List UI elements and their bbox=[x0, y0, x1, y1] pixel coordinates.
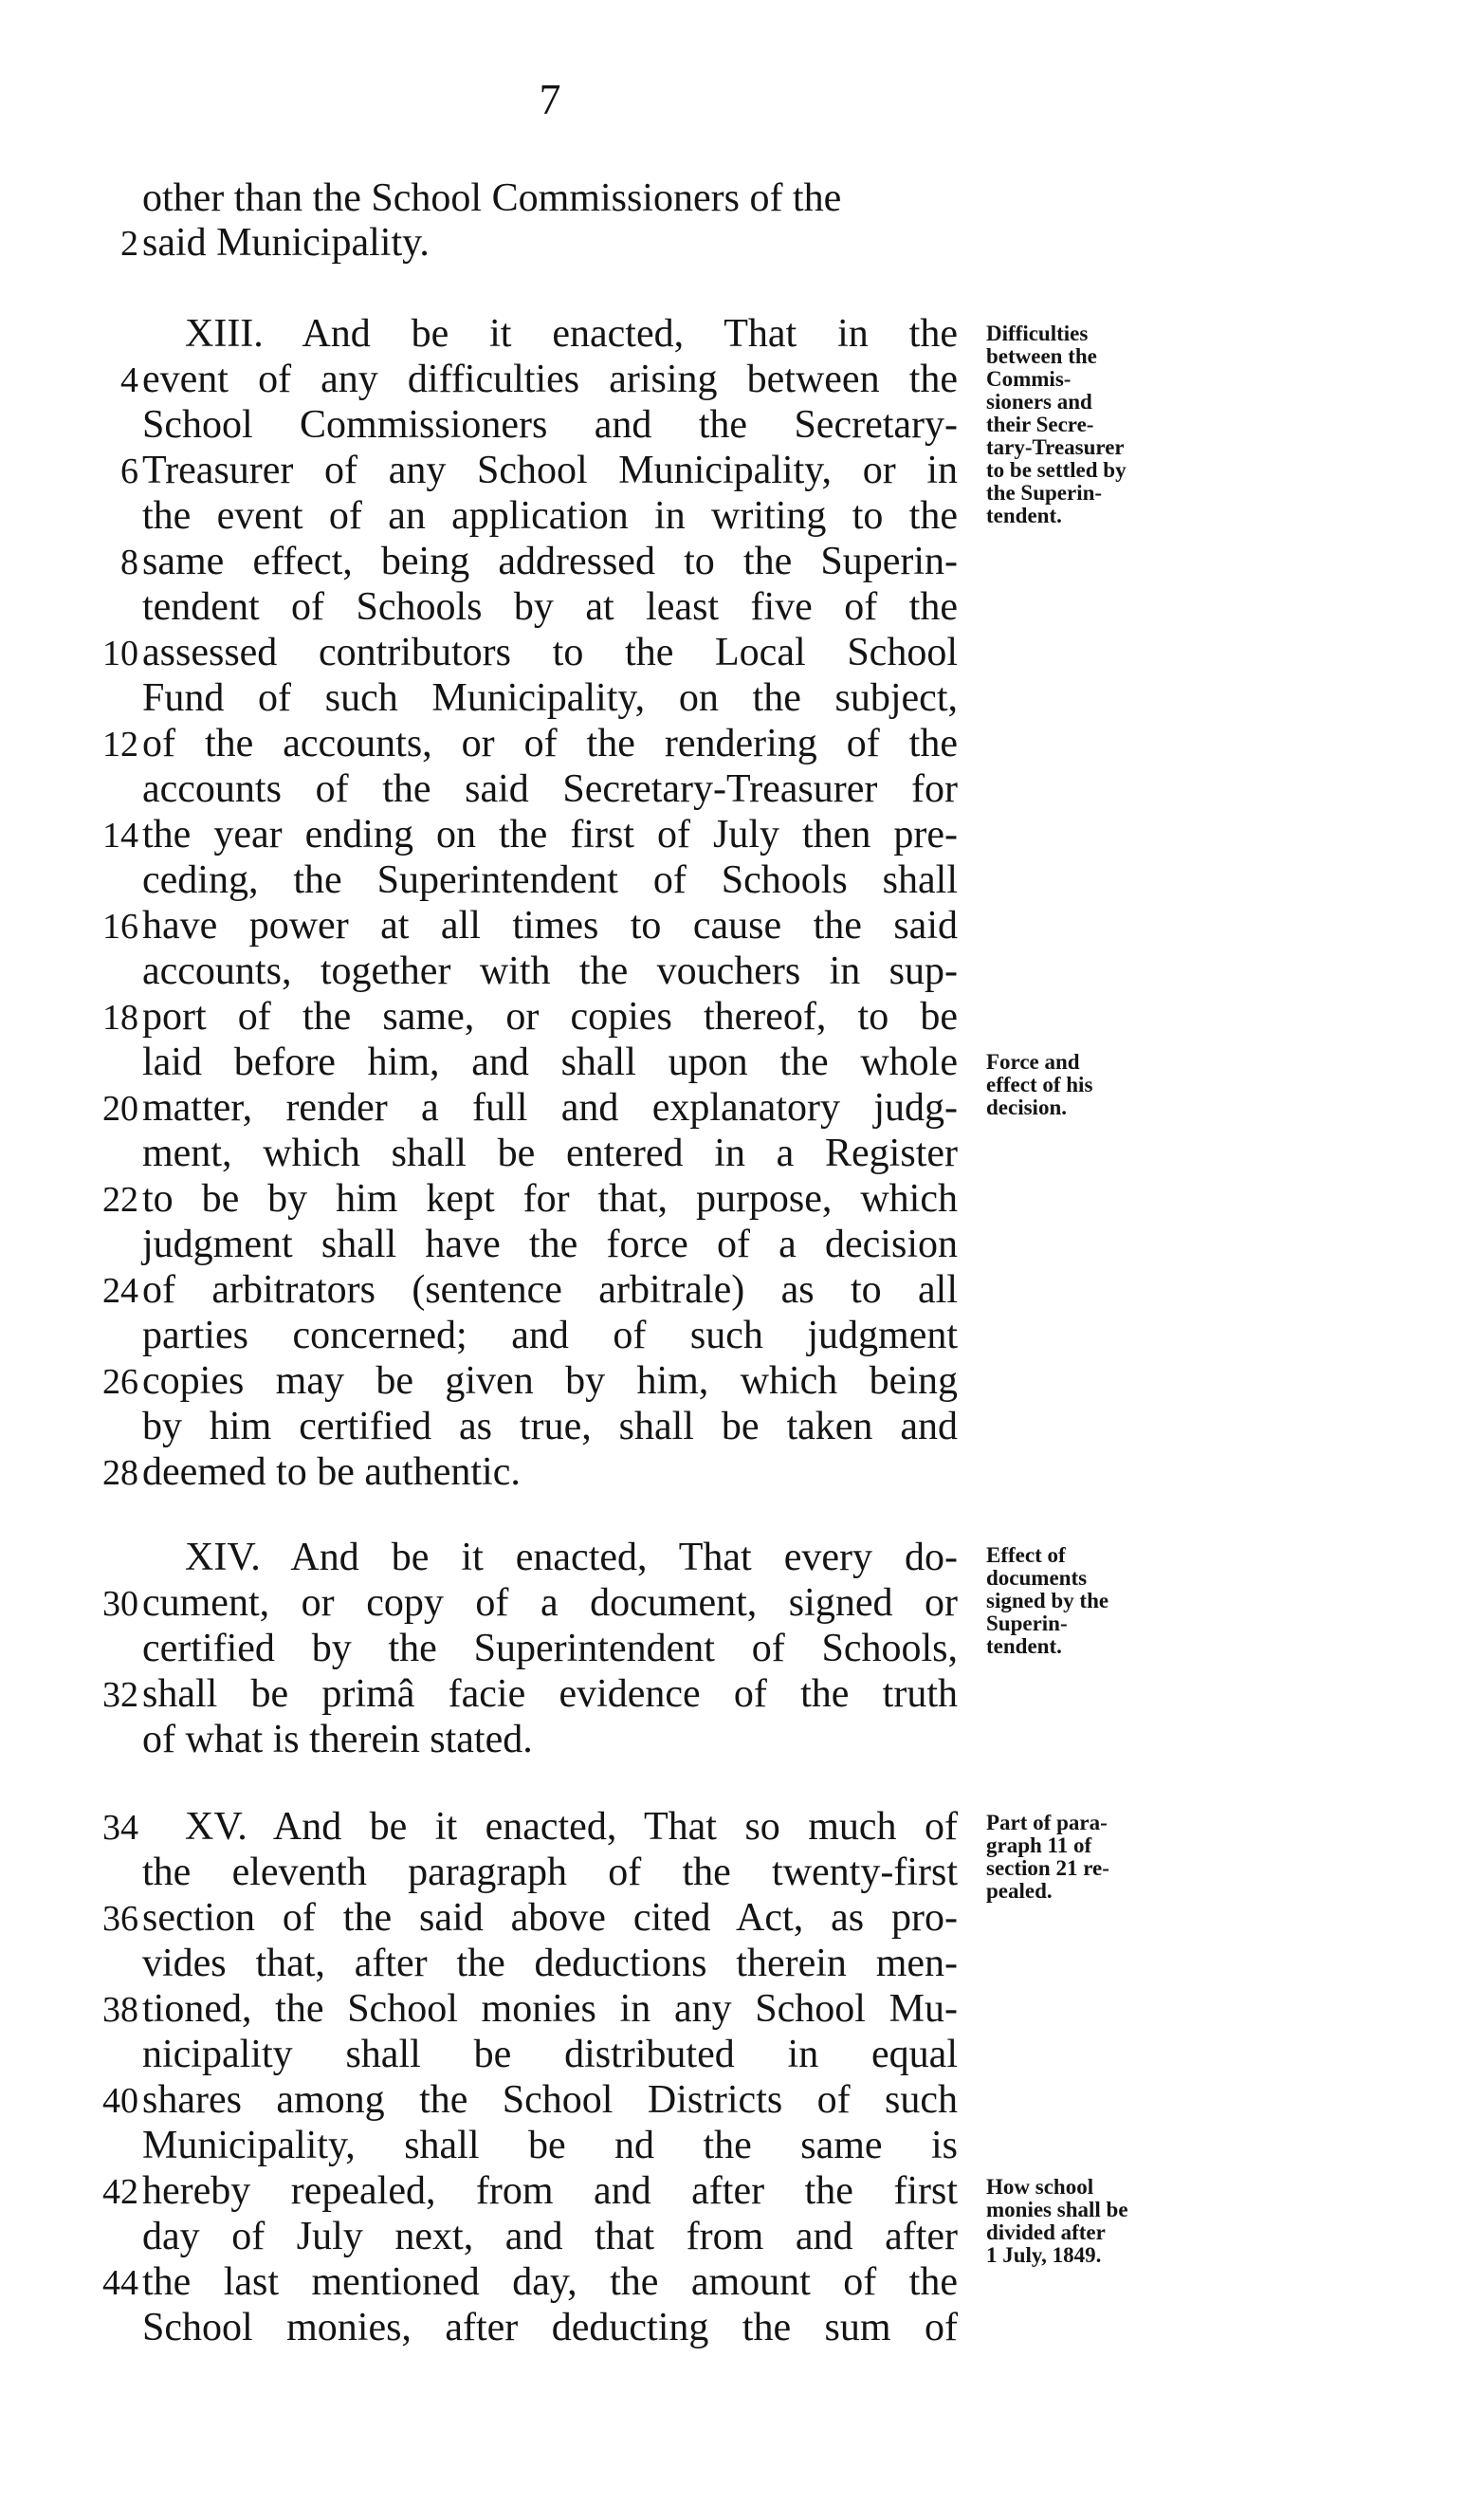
line-number: 32 bbox=[102, 1675, 138, 1715]
line-number bbox=[93, 1850, 142, 1895]
line-number bbox=[93, 1222, 142, 1267]
line-number bbox=[93, 766, 142, 812]
text-line: of the accounts, or of the rendering of the bbox=[142, 722, 958, 765]
line-number: 16 bbox=[102, 907, 138, 947]
line-number: 4 bbox=[120, 360, 138, 400]
text-line: vides that, after the deductions therein men- bbox=[142, 1942, 958, 1985]
text-line: nicipality shall be distributed in equal bbox=[142, 2033, 958, 2076]
line-number: 20 bbox=[102, 1089, 138, 1129]
text-line: said Municipality. bbox=[142, 221, 430, 265]
line-number: 12 bbox=[102, 725, 138, 764]
text-line: School monies, after deducting the sum of bbox=[142, 2306, 958, 2349]
text-line: XV. And be it enacted, That so much of bbox=[185, 1805, 958, 1849]
text-line: day of July next, and that from and after bbox=[142, 2215, 958, 2258]
line-number: 18 bbox=[102, 998, 138, 1038]
text-line: other than the School Commissioners of the bbox=[142, 176, 842, 220]
line-number: 24 bbox=[102, 1271, 138, 1311]
line-number bbox=[93, 2305, 142, 2350]
text-line: to be by him kept for that, purpose, which bbox=[142, 1177, 958, 1221]
text-line: certified by the Superintendent of Schools, bbox=[142, 1627, 958, 1670]
text-line: Treasurer of any School Municipality, or in bbox=[142, 449, 958, 492]
text-line: shall be primâ facie evidence of the truth bbox=[142, 1672, 958, 1716]
line-number: 22 bbox=[102, 1180, 138, 1220]
line-number bbox=[93, 584, 142, 630]
text-line: ceding, the Superintendent of Schools shall bbox=[142, 858, 958, 902]
line-number bbox=[93, 1626, 142, 1671]
line-number bbox=[93, 311, 142, 357]
text-line: the event of an application in writing to the bbox=[142, 494, 958, 538]
text-line: Fund of such Municipality, on the subject, bbox=[142, 676, 958, 720]
line-number: 30 bbox=[102, 1584, 138, 1624]
line-number: 38 bbox=[102, 1990, 138, 2030]
text-line: the year ending on the first of July then pre- bbox=[142, 813, 958, 856]
line-number bbox=[93, 493, 142, 539]
line-number: 28 bbox=[102, 1453, 138, 1493]
line-number bbox=[93, 402, 142, 448]
text-line: cument, or copy of a document, signed or bbox=[142, 1581, 958, 1625]
sidenote-how: How school monies shall be divided after 1 July, 1849. bbox=[986, 2175, 1128, 2267]
line-number: 36 bbox=[102, 1899, 138, 1939]
line-number: 2 bbox=[120, 224, 138, 264]
text-line: laid before him, and shall upon the whole bbox=[142, 1041, 958, 1084]
text-line: the eleventh paragraph of the twenty-first bbox=[142, 1851, 958, 1894]
text-line: section of the said above cited Act, as pro- bbox=[142, 1896, 958, 1940]
text-line: shares among the School Districts of such bbox=[142, 2078, 958, 2122]
text-line: port of the same, or copies thereof, to be bbox=[142, 995, 958, 1039]
text-line: School Commissioners and the Secretary- bbox=[142, 403, 958, 447]
line-number bbox=[93, 175, 142, 221]
line-number bbox=[93, 949, 142, 994]
text-line: by him certified as true, shall be taken and bbox=[142, 1405, 958, 1448]
sidenote-part: Part of para- graph 11 of section 21 re- pealed. bbox=[986, 1811, 1109, 1903]
text-line: hereby repealed, from and after the first bbox=[142, 2169, 958, 2213]
sidenote-force: Force and effect of his decision. bbox=[986, 1050, 1093, 1119]
text-line: the last mentioned day, the amount of the bbox=[142, 2260, 958, 2304]
text-line: parties concerned; and of such judgment bbox=[142, 1314, 958, 1357]
line-number bbox=[93, 2214, 142, 2259]
line-number: 40 bbox=[102, 2081, 138, 2121]
line-number: 14 bbox=[102, 816, 138, 856]
line-number bbox=[93, 1313, 142, 1358]
text-line: tendent of Schools by at least five of the bbox=[142, 585, 958, 629]
text-line: Municipality, shall be nd the same is bbox=[142, 2124, 958, 2167]
text-line: event of any difficulties arising between the bbox=[142, 358, 958, 401]
text-line: copies may be given by him, which being bbox=[142, 1359, 958, 1403]
line-number bbox=[93, 2123, 142, 2168]
text-line: deemed to be authentic. bbox=[142, 1450, 521, 1494]
text-line: accounts, together with the vouchers in sup- bbox=[142, 949, 958, 993]
line-number: 26 bbox=[102, 1362, 138, 1402]
text-line: ment, which shall be entered in a Register bbox=[142, 1132, 958, 1175]
line-number bbox=[93, 1941, 142, 1986]
text-line: accounts of the said Secretary-Treasurer for bbox=[142, 767, 958, 811]
text-line: XIV. And be it enacted, That every do- bbox=[185, 1536, 958, 1579]
sidenote-difficulties: Difficulties between the Commis- sioners and their Secre- tary-Treasurer to be settled by the Superin- tendent. bbox=[986, 322, 1127, 527]
text-line: same effect, being addressed to the Superin- bbox=[142, 540, 958, 583]
text-line: matter, render a full and explanatory judg- bbox=[142, 1086, 958, 1130]
line-number bbox=[93, 2032, 142, 2077]
line-number bbox=[93, 1404, 142, 1449]
text-line: of what is therein stated. bbox=[142, 1718, 533, 1761]
line-number: 44 bbox=[102, 2263, 138, 2303]
sidenote-effect: Effect of documents signed by the Superin- tendent. bbox=[986, 1543, 1109, 1658]
line-number bbox=[93, 1717, 142, 1762]
line-number bbox=[93, 675, 142, 721]
text-line: of arbitrators (sentence arbitrale) as to all bbox=[142, 1268, 958, 1312]
text-line: XIII. And be it enacted, That in the bbox=[185, 312, 958, 356]
line-number: 42 bbox=[102, 2172, 138, 2212]
line-number: 6 bbox=[120, 451, 138, 491]
text-line: have power at all times to cause the said bbox=[142, 904, 958, 948]
line-number: 10 bbox=[102, 634, 138, 673]
text-line: judgment shall have the force of a decision bbox=[142, 1223, 958, 1266]
page-number: 7 bbox=[539, 75, 561, 123]
text-line: tioned, the School monies in any School Mu- bbox=[142, 1987, 958, 2031]
line-number bbox=[93, 1131, 142, 1176]
text-line: assessed contributors to the Local School bbox=[142, 631, 958, 674]
line-number: 8 bbox=[120, 543, 138, 582]
line-number bbox=[93, 857, 142, 903]
line-number bbox=[93, 1040, 142, 1085]
line-number: 34 bbox=[102, 1808, 138, 1848]
line-number bbox=[93, 1535, 142, 1580]
